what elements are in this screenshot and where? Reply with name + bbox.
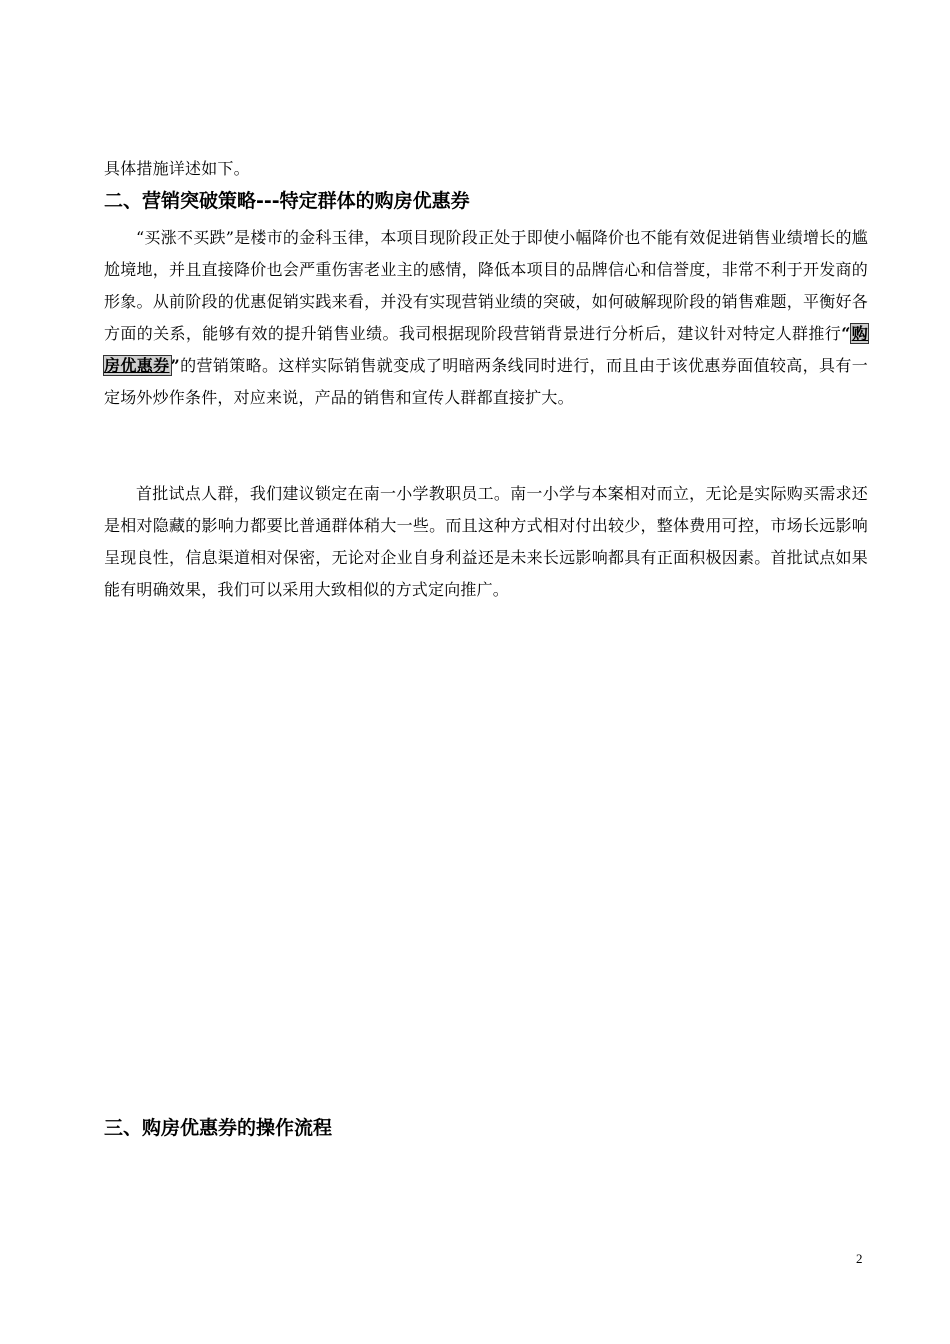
paragraph-1-text-before: “买涨不买跌”是楼市的金科玉律，本项目现阶段正处于即使小幅降价也不能有效促进销售业绩增长的尴尬境地，并且直接降价也会严重伤害老业主的感情，降低本项目的品牌信心和信誉度，非常不利于开发商的形象。从前阶段的优惠促销实践来看，并没有实现营销业绩的突破，如何破解现阶段的销售难题，平衡好各方面的关系，能够有效的提升销售业绩。我司根据现阶段营销背景进行分析后，建议针对特定人群推行 bbox=[104, 228, 868, 343]
intro-line: 具体措施详述如下。 bbox=[104, 159, 250, 178]
section-2-paragraph-1 bbox=[104, 222, 868, 414]
close-quote: ” bbox=[170, 356, 180, 375]
coupon-highlight: 购房优惠券 bbox=[104, 324, 868, 375]
open-quote: “ bbox=[841, 324, 851, 343]
paragraph-1-text-after: 的营销策略。这样实际销售就变成了明暗两条线同时进行，而且由于该优惠券面值较高，具有一定场外炒作条件，对应来说，产品的销售和宣传人群都直接扩大。 bbox=[104, 356, 868, 407]
section-2-paragraph-2: 首批试点人群，我们建议锁定在南一小学教职员工。南一小学与本案相对而立，无论是实际购买需求还是相对隐藏的影响力都要比普通群体稍大一些。而且这种方式相对付出较少，整体费用可控，市场长远影响呈现良性，信息渠道相对保密，无论对企业自身利益还是未来长远影响都具有正面积极因素。首批试点如果能有明确效果，我们可以采用大致相似的方式定向推广。 bbox=[104, 484, 868, 599]
section-2-heading: 二、营销突破策略---特定群体的购房优惠券 bbox=[104, 190, 470, 212]
page-number: 2 bbox=[856, 1251, 863, 1266]
section-3-heading: 三、购房优惠券的操作流程 bbox=[104, 1117, 333, 1139]
